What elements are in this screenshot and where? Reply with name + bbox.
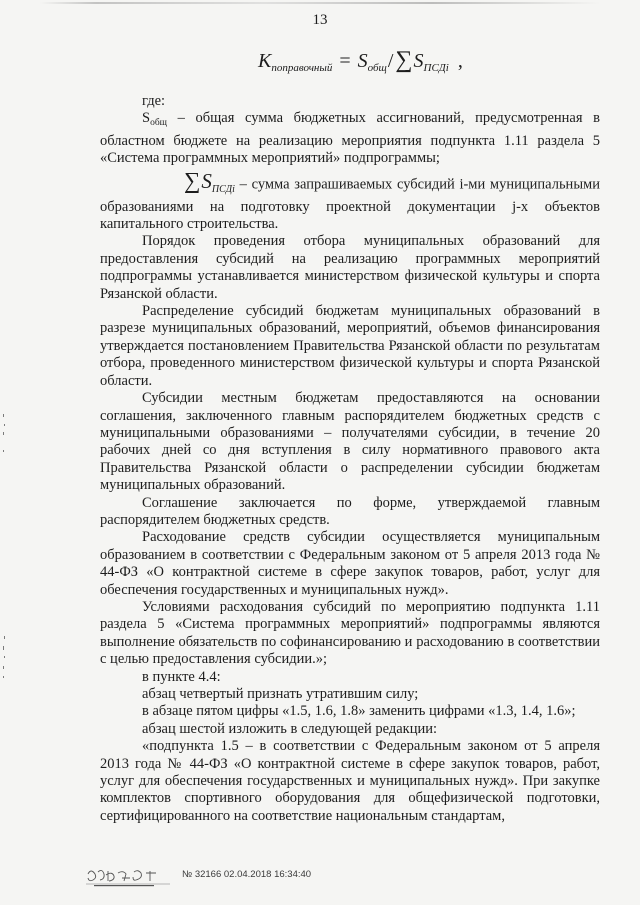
paragraph-agreement: Соглашение заключается по форме, утверждаемой главным распорядителем бюджетных средств. [100,494,600,528]
formula-denominator: S [413,50,424,72]
formula-lhs-subscript: поправочный [271,62,333,74]
paragraph-sixth-abzac: абзац шестой изложить в следующей редакции: [142,720,437,737]
formula-trailing-comma: , [457,50,463,72]
sum-psd-subscript: ПСДi [211,183,235,195]
paragraph-fourth-abzac: абзац четвертый признать утратившим силу; [142,686,419,702]
paragraph-s-total [100,110,600,167]
sum-psd-description: – сумма запрашиваемых субсидий i-ми муниципальными образованиями на подготовку проектной документации j-х объектов капитального строительства. [100,175,600,233]
sum-psd-sigma: ∑ [184,167,201,193]
formula-equals: = [339,50,351,72]
formula-lhs: K [258,50,272,72]
page-number: 13 [312,12,328,28]
document-registration-code: № 32166 02.04.2018 16:34:40 [182,869,312,880]
s-total-description: – общая сумма бюджетных ассигнований, предусмотренная в областном бюджете на реализацию мероприятия подпункта 1.11 раздела 5 «Система программных мероприятий» подпрограммы; [100,110,600,167]
formula-numerator-subscript: общ [367,62,387,74]
scan-edge-line [40,2,600,4]
paragraph-item-4-4: в пункте 4.4: [142,668,221,685]
sum-psd-symbol [142,167,235,199]
paragraph-spending: Расходование средств субсидии осуществляется муниципальным образованием в соответствии с Федеральным законом от 5 апреля 2013 года № 44-ФЗ «О контрактной системе в сфере закупок товаров, работ, услуг для обеспечения государственных и муниципальных нужд». [100,529,600,598]
s-total-subscript: общ [150,118,167,129]
scan-margin-marks [1,410,7,690]
paragraph-distribution: Распределение субсидий бюджетам муниципальных образований в разрезе муниципальных образований, мероприятий, объемов финансирования утверждается постановлением Правительства Рязанской области по результатам отбора, проведенного министерством физической культуры и спорта Рязанской области. [100,303,600,389]
formula-numerator: S [357,50,368,72]
paragraph-fifth-abzac: в абзаце пятом цифры «1.5, 1.6, 1.8» заменить цифрами «1.3, 1.4, 1.6»; [142,703,576,720]
paragraph-selection-procedure: Порядок проведения отбора муниципальных образований для предоставления субсидий на реализацию программных мероприятий подпрограммы устанавливается министерством физической культуры и спорта Рязанской области. [100,233,600,302]
paragraph-where: где: [142,93,166,109]
s-total-symbol: S [142,110,151,127]
formula-division-slash: / [387,50,394,72]
document-body [100,93,600,825]
paragraph-sum-psd [100,167,600,234]
paragraph-subitem-1-5: «подпункта 1.5 – в соответствии с Федеральным законом от 5 апреля 2013 года № 44-ФЗ «О контрактной системе в сфере закупок товаров, работ, услуг для обеспечения государственных и муниципальных нужд». При закупке комплектов спортивного оборудования для общефизической подготовки, сертифицированного на соответствие национальным стандартам, [100,738,600,824]
document-stamp-mark [84,866,174,888]
paragraph-spending-conditions: Условиями расходования субсидий по мероприятию подпункта 1.11 раздела 5 «Система программных мероприятий» подпрограммы являются выполнение обязательств по софинансированию и расходованию в соответствии с целью предоставления субсидии.»; [100,598,600,668]
formula-sum-sign: ∑ [395,47,413,73]
correction-coefficient-formula [258,49,463,79]
sum-psd-s: S [201,168,212,193]
formula-denominator-subscript: ПСДi [423,62,449,74]
paragraph-subsidies-provision: Субсидии местным бюджетам предоставляются на основании соглашения, заключенного главным распорядителем бюджетных средств с муниципальными образованиями – получателями субсидии, в течение 20 рабочих дней со дня вступления в силу нормативного правового акта Правительства Рязанской области о распределении субсидии бюджетам муниципальных образований. [100,390,600,494]
